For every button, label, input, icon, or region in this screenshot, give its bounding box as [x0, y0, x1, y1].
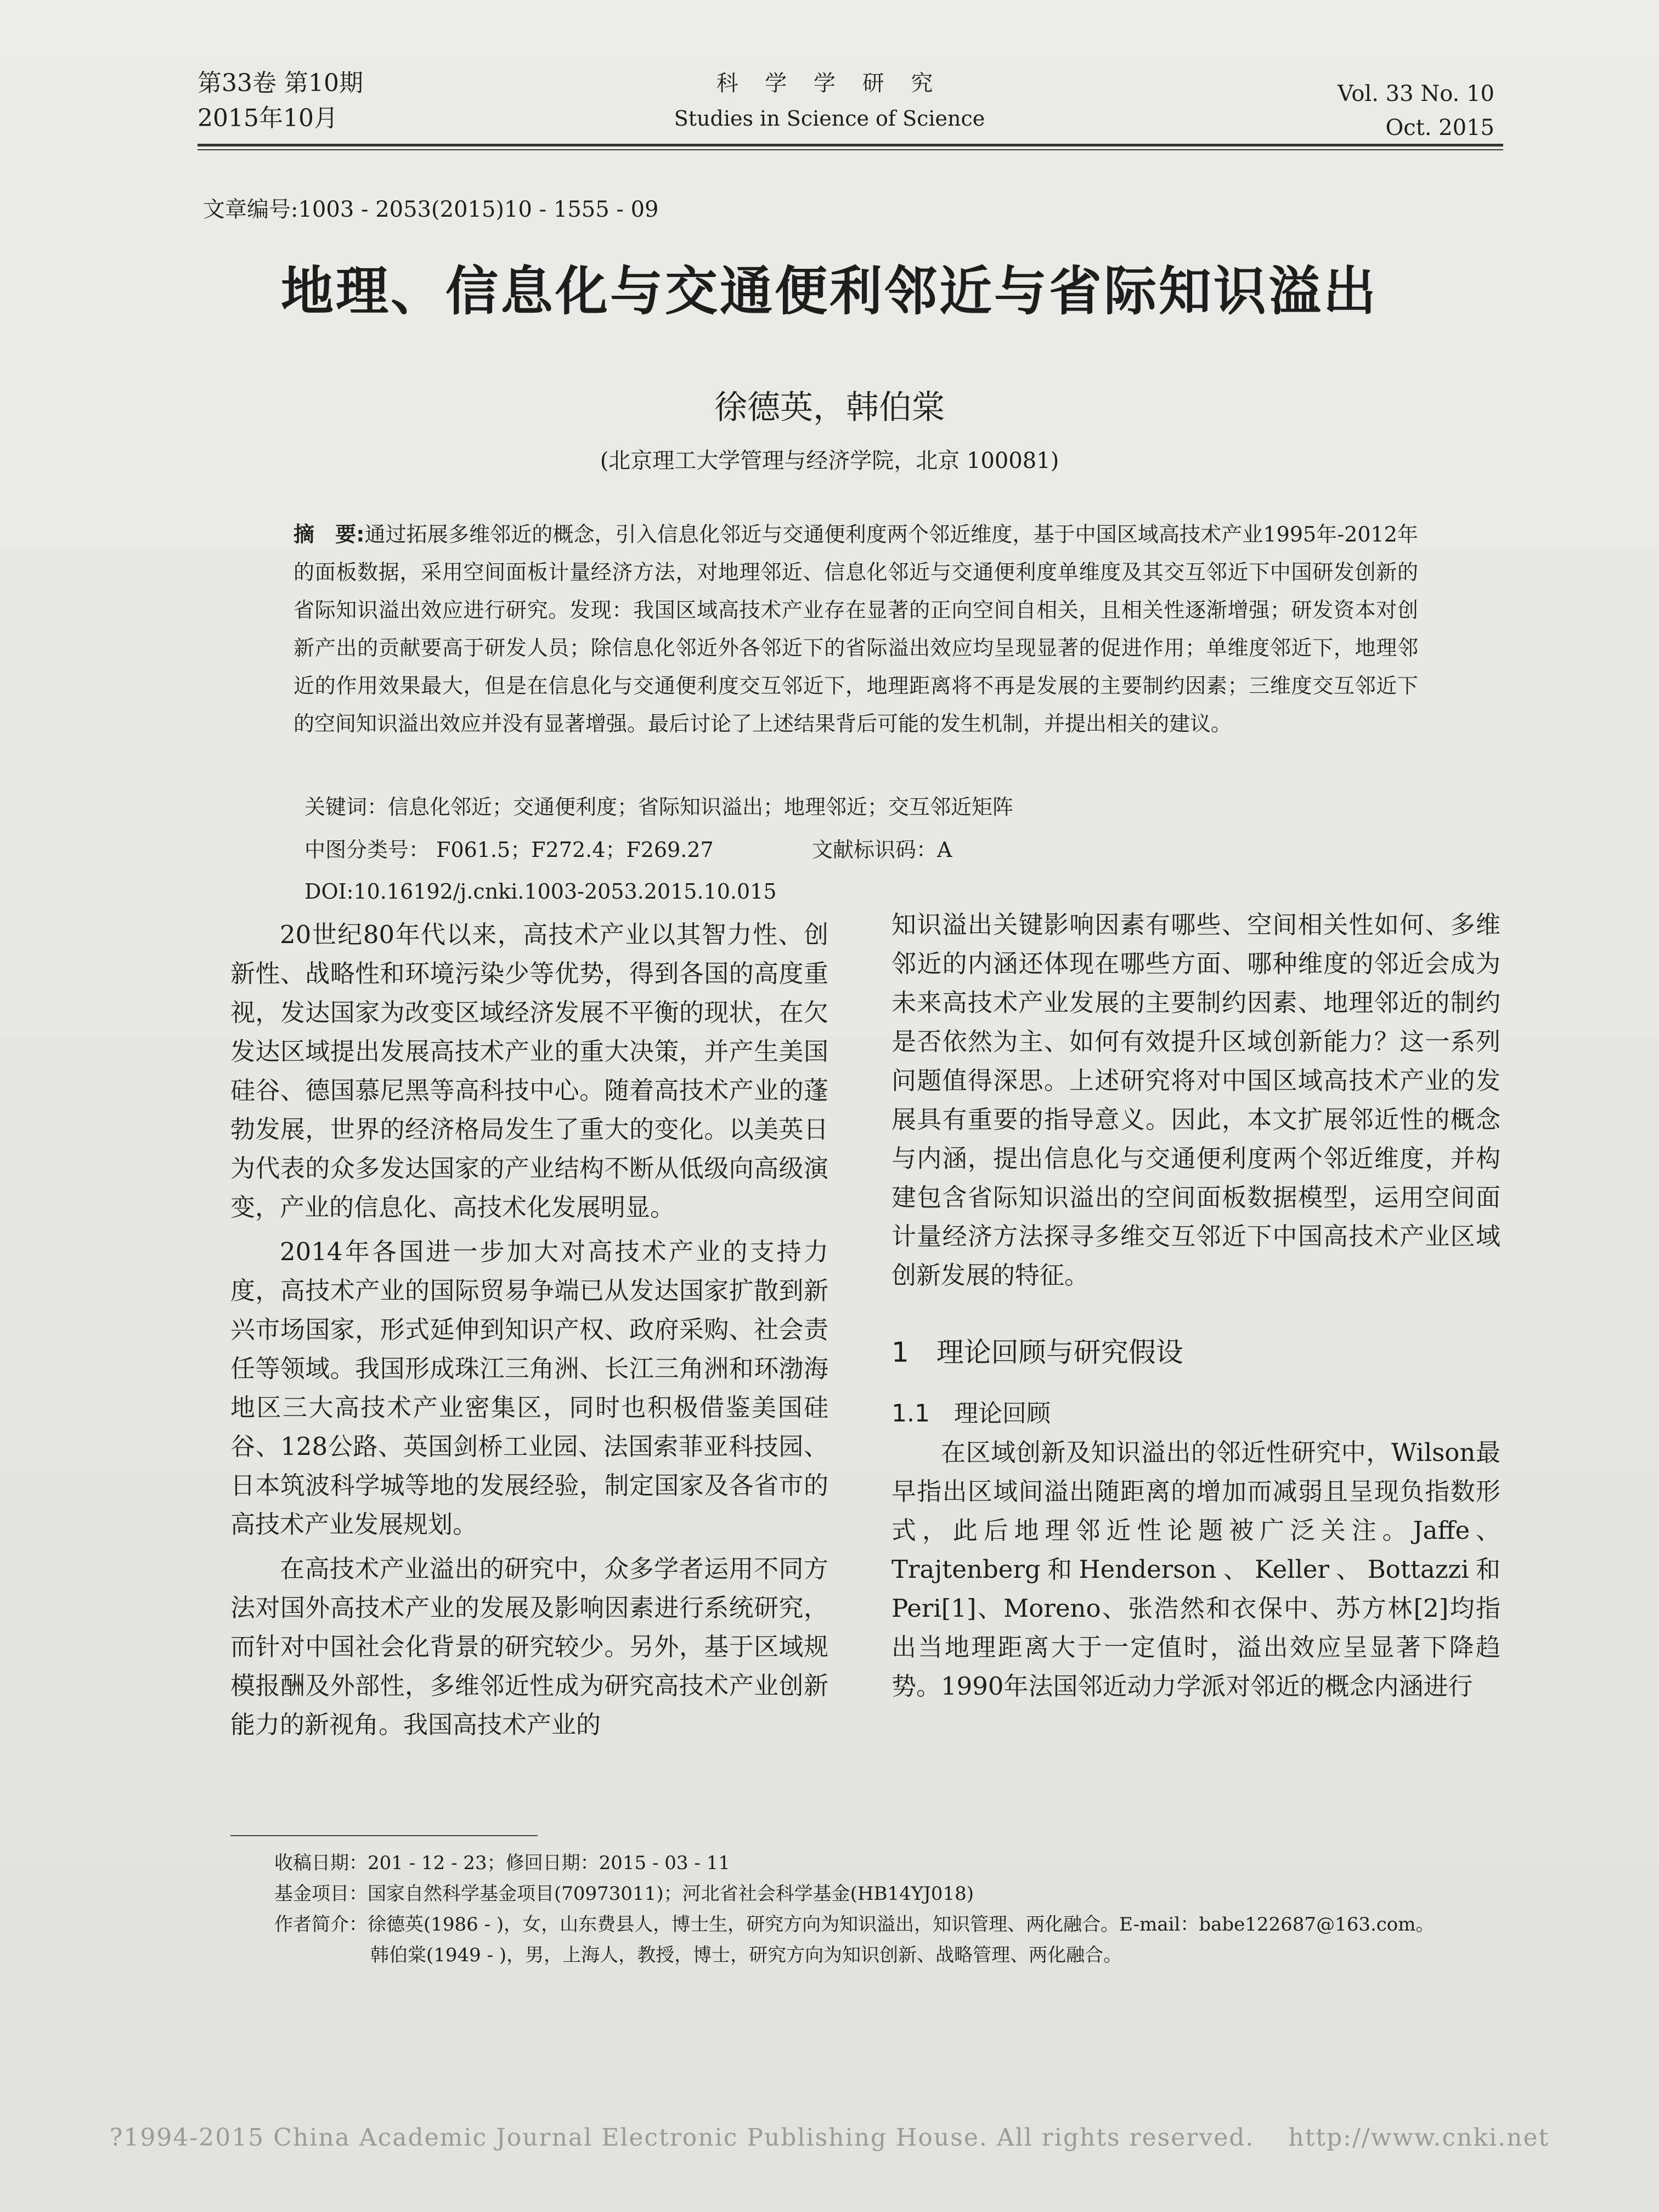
- document-code: 文献标识码：A: [812, 838, 952, 862]
- volume-issue-cn: 第33卷 第10期: [198, 69, 363, 97]
- paragraph: 在高技术产业溢出的研究中，众多学者运用不同方法对国外高技术产业的发展及影响因素进行系统研究，而针对中国社会化背景的研究较少。另外，基于区域规模报酬及外部性，多维邻近性成为研究高技术产业创新能力的新视角。我国高技术产业的: [230, 1554, 828, 1739]
- section-heading-1: 1 理论回顾与研究假设: [891, 1336, 1183, 1368]
- date-cn: 2015年10月: [198, 104, 338, 132]
- abstract-text: 通过拓展多维邻近的概念，引入信息化邻近与交通便利度两个邻近维度，基于中国区域高技术产业1995年-2012年的面板数据，采用空间面板计量经济方法，对地理邻近、信息化邻近与交通便利度单维度及其交互邻近下中国研发创新的省际知识溢出效应进行研究。发现：我国区域高技术产业存在显著的正向空间自相关，且相关性逐渐增强；研发资本对创新产出的贡献要高于研发人员；除信息化邻近外各邻近下的省际溢出效应均呈现显著的促进作用；单维度邻近下，地理邻近的作用效果最大，但是在信息化与交通便利度交互邻近下，地理距离将不再是发展的主要制约因素；三维度交互邻近下的空间知识溢出效应并没有显著增强。最后讨论了上述结果背后可能的发生机制，并提出相关的建议。: [294, 522, 1418, 736]
- keywords: 关键词：信息化邻近；交通便利度；省际知识溢出；地理邻近；交互邻近矩阵: [304, 795, 1014, 819]
- article-number: 文章编号:1003 - 2053(2015)10 - 1555 - 09: [203, 197, 659, 222]
- abstract: [294, 516, 1418, 743]
- journal-name-en: Studies in Science of Science: [674, 106, 985, 131]
- volume-issue-en: Vol. 33 No. 10: [1338, 81, 1494, 106]
- classification-number: 中图分类号： F061.5；F272.4；F269.27: [304, 838, 714, 862]
- copyright-notice: ?1994-2015 China Academic Journal Electronic Publishing House. All rights reserved. http://www.cnki.net: [109, 2124, 1550, 2152]
- header-rule-thin: [198, 149, 1503, 150]
- section-heading-1-1: 1.1 理论回顾: [891, 1400, 1051, 1427]
- author-bio-2: 韩伯棠(1949 - )，男，上海人，教授，博士，研究方向为知识创新、战略管理、两化融合。: [370, 1944, 1122, 1966]
- authors: 徐德英，韩伯棠: [714, 388, 945, 427]
- funding: 基金项目：国家自然科学基金项目(70973011)；河北省社会科学基金(HB14YJ018): [274, 1883, 974, 1905]
- article-title: 地理、信息化与交通便利邻近与省际知识溢出: [281, 261, 1378, 322]
- affiliation: (北京理工大学管理与经济学院，北京 100081): [600, 448, 1059, 473]
- paragraph: 20世纪80年代以来，高技术产业以其智力性、创新性、战略性和环境污染少等优势，得到各国的高度重视，发达国家为改变区域经济发展不平衡的现状，在欠发达区域提出发展高技术产业的重大决策，并产生美国硅谷、德国慕尼黑等高科技中心。随着高技术产业的蓬勃发展，世界的经济格局发生了重大的变化。以美英日为代表的众多发达国家的产业结构不断从低级向高级演变，产业的信息化、高技术化发展明显。: [230, 920, 828, 1222]
- received-dates: 收稿日期：201 - 12 - 23；修回日期：2015 - 03 - 11: [274, 1852, 730, 1874]
- paragraph: 知识溢出关键影响因素有哪些、空间相关性如何、多维邻近的内涵还体现在哪些方面、哪种维度的邻近会成为未来高技术产业发展的主要制约因素、地理邻近的制约是否依然为主、如何有效提升区域创新能力？这一系列问题值得深思。上述研究将对中国区域高技术产业的发展具有重要的指导意义。因此，本文扩展邻近性的概念与内涵，提出信息化与交通便利度两个邻近维度，并构建包含省际知识溢出的空间面板数据模型，运用空间面计量经济方法探寻多维交互邻近下中国高技术产业区域创新发展的特征。: [891, 910, 1500, 1290]
- paragraph: 2014年各国进一步加大对高技术产业的支持力度，高技术产业的国际贸易争端已从发达国家扩散到新兴市场国家，形式延伸到知识产权、政府采购、社会责任等领域。我国形成珠江三角洲、长江三角洲和环渤海地区三大高技术产业密集区，同时也积极借鉴美国硅谷、128公路、英国剑桥工业园、法国索菲亚科技园、日本筑波科学城等地的发展经验，制定国家及各省市的高技术产业发展规划。: [230, 1237, 828, 1539]
- author-bio-1: 作者简介：徐德英(1986 - )，女，山东费县人，博士生，研究方向为知识溢出，知识管理、两化融合。E-mail：babe122687@163.com。: [274, 1914, 1435, 1936]
- header-right: [1338, 77, 1494, 145]
- paragraph: 在区域创新及知识溢出的邻近性研究中，Wilson最早指出区域间溢出随距离的增加而减弱且呈现负指数形式，此后地理邻近性论题被广泛关注。Jaffe、Trajtenberg和Henderson、Keller、Bottazzi和Peri[1]、Moreno、张浩然和衣保中、苏方林[2]均指出当地理距离大于一定值时，溢出效应呈显著下降趋势。1990年法国邻近动力学派对邻近的概念内涵进行: [891, 1438, 1500, 1701]
- journal-name-cn: 科 学 学 研 究: [716, 71, 943, 96]
- body-right-column: [891, 905, 1500, 1711]
- doi: DOI:10.16192/j.cnki.1003-2053.2015.10.015: [304, 879, 777, 904]
- header-rule-thick: [198, 144, 1503, 146]
- footnote-rule: [230, 1835, 538, 1836]
- abstract-label: 摘 要:: [294, 522, 365, 546]
- date-en: Oct. 2015: [1385, 115, 1494, 140]
- footnotes: [274, 1848, 1536, 1971]
- body-left-column: [230, 915, 828, 1750]
